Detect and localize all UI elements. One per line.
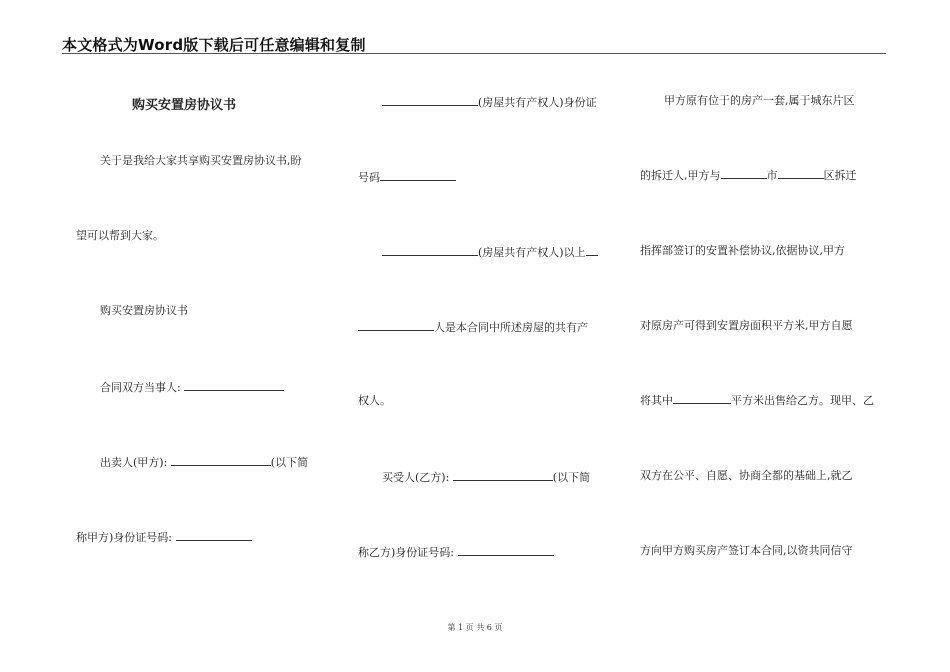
co-owner-id-label: 号码 <box>358 171 380 184</box>
body-line-2 <box>640 169 857 183</box>
city-blank <box>721 171 767 179</box>
parties-blank <box>184 379 284 391</box>
body-line-6: 双方在公平、自愿、协商全都的基础上,就乙 <box>640 469 853 482</box>
buyer-suffix: (以下简 <box>552 471 591 484</box>
parties-line <box>100 379 284 395</box>
body-line-5a: 将其中 <box>640 394 673 407</box>
seller-line <box>100 454 308 470</box>
co-owner-line-3 <box>358 319 588 335</box>
page-number: 第 1 页 共 6 页 <box>447 623 503 632</box>
subtitle-line: 购买安置房协议书 <box>100 304 188 317</box>
body-line-2c: 区拆迁 <box>823 169 857 182</box>
district-blank <box>778 171 824 179</box>
co-owner-blank-1 <box>382 94 478 106</box>
buyer-id-line <box>358 544 554 560</box>
buyer-blank <box>453 469 553 481</box>
buyer-label: 买受人(乙方): <box>382 471 450 484</box>
co-owner-line-4: 权人。 <box>358 394 391 407</box>
seller-label: 出卖人(甲方): <box>100 456 168 469</box>
buyer-id-blank <box>458 544 554 556</box>
body-line-1: 甲方原有位于的房产一套,属于城东片区 <box>664 94 855 107</box>
header-rule <box>62 53 886 54</box>
co-owner-id-line <box>358 169 456 185</box>
area-blank <box>673 396 731 404</box>
buyer-line <box>382 469 590 485</box>
co-owner-blank-2 <box>382 244 478 256</box>
document-title: 购买安置房协议书 <box>132 98 237 113</box>
co-owner-id-blank <box>380 169 456 181</box>
co-owner-line-1 <box>382 94 597 110</box>
body-line-5 <box>640 394 874 408</box>
parties-label: 合同双方当事人: <box>100 381 181 394</box>
co-owner-label-1: (房屋共有产权人)身份证 <box>478 96 597 109</box>
seller-id-blank <box>176 529 252 541</box>
co-owner-line-2 <box>382 244 598 260</box>
body-line-5b: 平方米出售给乙方。现甲、乙 <box>731 394 874 407</box>
body-line-2b: 市 <box>766 169 778 182</box>
seller-id-label: 称甲方)身份证号码: <box>76 531 172 544</box>
buyer-id-label: 称乙方)身份证号码: <box>358 546 454 559</box>
body-line-2a: 的拆迁人,甲方与 <box>640 169 721 182</box>
intro-line-1: 关于是我给大家共享购买安置房协议书,盼 <box>100 154 302 167</box>
seller-id-line <box>76 529 252 545</box>
body-line-4: 对原房产可得到安置房面积平方米,甲方自愿 <box>640 319 853 332</box>
seller-blank <box>171 454 271 466</box>
download-banner: 本文格式为Word版下载后可任意编辑和复制 <box>62 36 366 54</box>
body-line-3: 指挥部签订的安置补偿协议,依据协议,甲方 <box>640 244 845 257</box>
co-owner-label-3: 人是本合同中所述房屋的共有产 <box>434 321 588 334</box>
co-owner-blank-4 <box>358 319 434 331</box>
co-owner-blank-3 <box>586 244 598 256</box>
intro-line-2: 望可以帮到大家。 <box>76 229 164 242</box>
seller-suffix: (以下简 <box>270 456 309 469</box>
co-owner-label-2: (房屋共有产权人)以上 <box>478 246 586 259</box>
body-line-7: 方向甲方购买房产签订本合同,以资共同信守 <box>640 544 853 557</box>
